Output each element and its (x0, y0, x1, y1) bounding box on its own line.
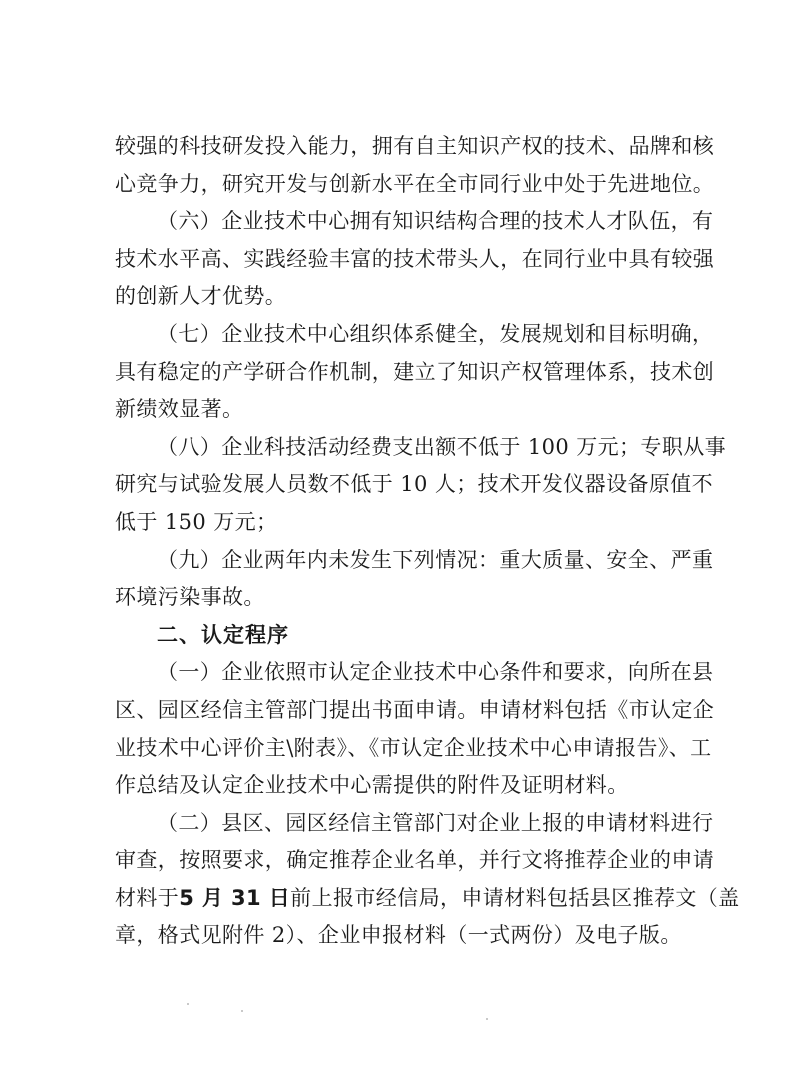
text-line: 作总结及认定企业技术中心需提供的附件及证明材料。 (115, 773, 629, 798)
text-line: 心竞争力，研究开发与创新水平在全市同行业中处于先进地位。 (115, 171, 715, 196)
text-line: 业技术中心评价主\附表》、《市认定企业技术中心申请报告》、工 (115, 735, 712, 760)
paragraph-tech-capability (115, 128, 715, 203)
scan-speck (241, 1010, 243, 1012)
text-line: （一）企业依照市认定企业技术中心条件和要求，向所在县 (157, 660, 714, 685)
text-segment: 前上报市经信局，申请材料包括县区推荐文（盖 (290, 885, 740, 910)
text-line: 较强的科技研发投入能力，拥有自主知识产权的技术、品牌和核 (115, 134, 715, 158)
text-line: （六）企业技术中心拥有知识结构合理的技术人才队伍，有 (157, 209, 714, 234)
text-segment: 材料于 (115, 885, 180, 910)
paragraph-procedure-2 (115, 805, 740, 955)
text-line: 的创新人才优势。 (115, 284, 287, 309)
text-line: 新绩效显著。 (115, 397, 244, 422)
text-line: 低于 150 万元； (115, 509, 278, 534)
text-line: （八）企业科技活动经费支出额不低于 100 万元；专职从事 (157, 434, 727, 459)
text-line-with-deadline (115, 880, 740, 918)
text-line: （二）县区、园区经信主管部门对企业上报的申请材料进行 (157, 810, 714, 835)
text-line: 环境污染事故。 (115, 585, 265, 610)
text-line: 技术水平高、实践经验丰富的技术带头人，在同行业中具有较强 (115, 246, 715, 271)
deadline-date: 5 月 31 日 (179, 885, 291, 910)
paragraph-item-9 (115, 542, 714, 617)
paragraph-item-6 (115, 203, 715, 316)
text-line: 研究与试验发展人员数不低于 10 人；技术开发仪器设备原值不 (115, 472, 714, 497)
paragraph-procedure-1 (115, 654, 715, 804)
text-line: 审查，按照要求，确定推荐企业名单，并行文将推荐企业的申请 (115, 848, 715, 873)
text-line: （九）企业两年内未发生下列情况：重大质量、安全、严重 (157, 547, 714, 572)
text-line: 具有稳定的产学研合作机制，建立了知识产权管理体系，技术创 (115, 359, 715, 384)
text-line: 章，格式见附件 2）、企业申报材料（一式两份）及电子版。 (115, 923, 682, 948)
text-line: （七）企业技术中心组织体系健全，发展规划和目标明确， (157, 321, 714, 346)
document-body (115, 128, 740, 955)
scan-speck (486, 1018, 488, 1020)
text-line: 区、园区经信主管部门提出书面申请。申请材料包括《市认定企 (115, 697, 715, 722)
paragraph-item-7 (115, 316, 715, 429)
scan-speck (187, 1003, 189, 1005)
section-heading: 二、认定程序 (157, 622, 289, 647)
paragraph-item-8 (115, 429, 727, 542)
